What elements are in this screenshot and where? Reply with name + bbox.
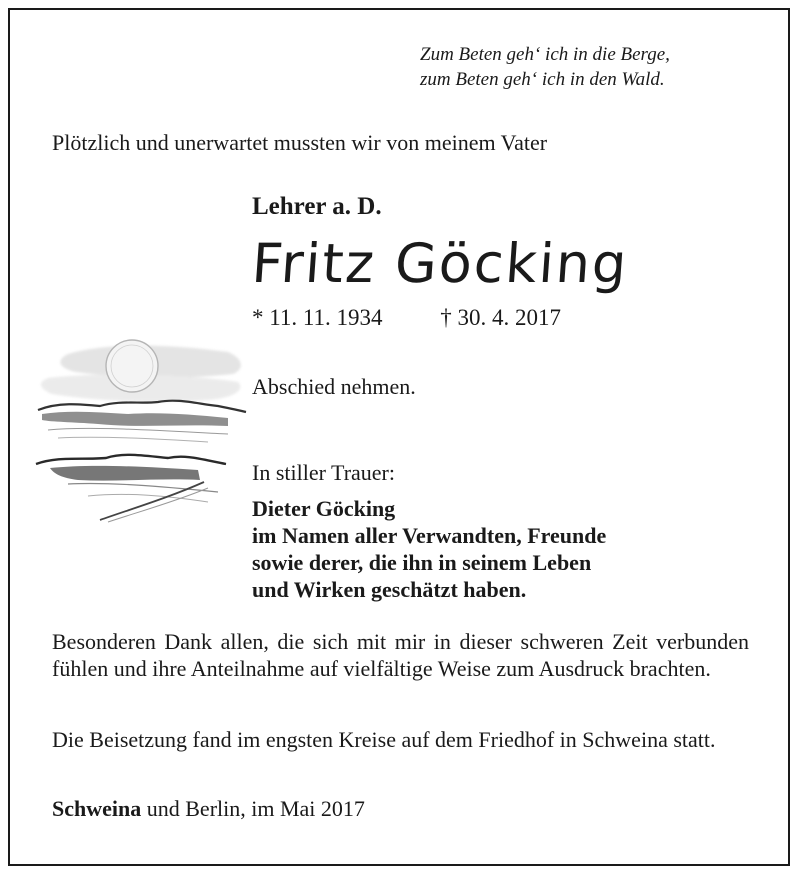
mourner-line: und Wirken geschätzt haben.	[252, 577, 527, 602]
deceased-name: Fritz Göcking	[249, 232, 631, 295]
mourner-line: sowie derer, die ihn in seinem Leben	[252, 550, 592, 575]
deceased-title: Lehrer a. D.	[252, 193, 382, 220]
death-date: † 30. 4. 2017	[440, 305, 562, 330]
mourner-line: im Namen aller Verwandten, Freunde	[252, 523, 607, 548]
motto-line-1: Zum Beten geh‘ ich in die Berge,	[420, 44, 670, 65]
intro-text: Plötzlich und unerwartet mussten wir von meinem Vater	[52, 130, 548, 155]
birth-date: * 11. 11. 1934	[252, 305, 383, 330]
thanks-paragraph: Besonderen Dank allen, die sich mit mir in dieser schweren Zeit verbunden fühlen und ihre Anteilnahme auf vielfältige Weise zum Ausdruck brachten.	[52, 629, 749, 681]
farewell-text: Abschied nehmen.	[252, 374, 416, 399]
place-name: Schweina	[52, 796, 142, 821]
life-dates	[252, 305, 561, 331]
motto	[420, 42, 670, 92]
mourners-list	[252, 495, 606, 603]
place-date	[52, 796, 365, 822]
landscape-sketch-image	[28, 334, 250, 526]
motto-line-2: zum Beten geh‘ ich in den Wald.	[420, 69, 665, 90]
mourner-line: Dieter Göcking	[252, 496, 396, 521]
burial-paragraph: Die Beisetzung fand im engsten Kreise auf dem Friedhof in Schweina statt.	[52, 727, 716, 752]
place-date-rest: und Berlin, im Mai 2017	[141, 796, 365, 821]
mourning-label: In stiller Trauer:	[252, 460, 395, 485]
